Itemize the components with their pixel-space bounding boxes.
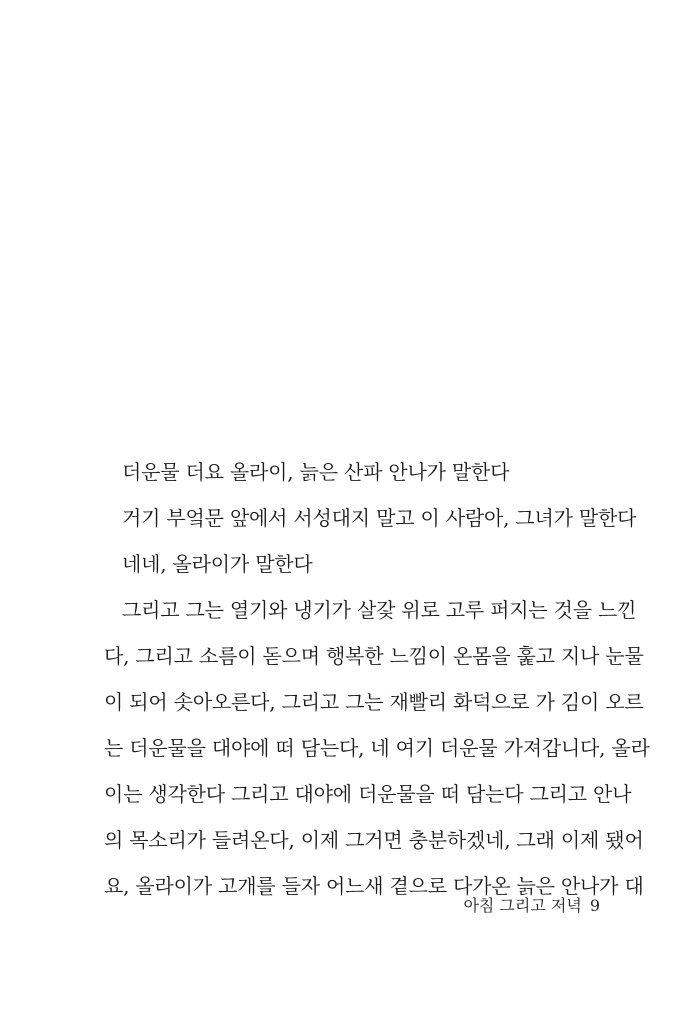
text-line: 의 목소리가 들려온다, 이제 그거면 충분하겠네, 그래 이제 됐어	[104, 828, 644, 852]
text-line: 이 되어 솟아오른다, 그리고 그는 재빨리 화덕으로 가 김이 오르	[104, 690, 644, 714]
text-line: 더운물 더요 올라이, 늙은 산파 안나가 말한다	[122, 460, 510, 484]
text-line: 다, 그리고 소름이 돋으며 행복한 느낌이 온몸을 훑고 지나 눈물	[104, 644, 644, 668]
body-text	[104, 460, 650, 922]
text-line: 요, 올라이가 고개를 들자 어느새 곁으로 다가온 늙은 안나가 대	[104, 874, 644, 898]
text-line: 는 더운물을 대야에 떠 담는다, 네 여기 더운물 가져갑니다, 올라	[104, 736, 650, 760]
text-line: 네네, 올라이가 말한다	[122, 552, 313, 576]
running-title: 아침 그리고 저녁	[463, 896, 582, 915]
text-line: 그리고 그는 열기와 냉기가 살갗 위로 고루 퍼지는 것을 느낀	[122, 598, 637, 622]
running-footer	[463, 897, 600, 915]
page-number: 9	[589, 896, 600, 915]
text-line: 거기 부엌문 앞에서 서성대지 말고 이 사람아, 그녀가 말한다	[122, 506, 637, 530]
text-line: 이는 생각한다 그리고 대야에 더운물을 떠 담는다 그리고 안나	[104, 782, 632, 806]
